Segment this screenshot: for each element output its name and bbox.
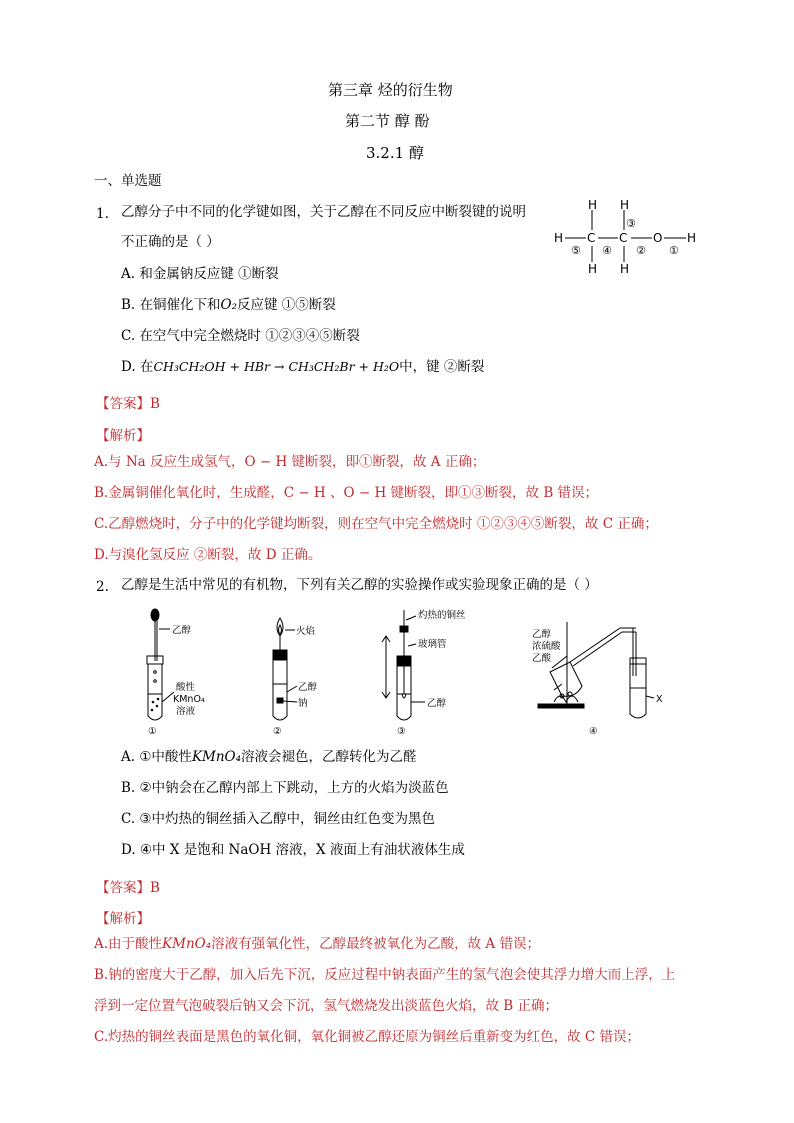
apparatus-number-2: ② (273, 726, 282, 737)
label-ethanol: 乙醇 (172, 625, 192, 636)
q2-option-d: D. ④中 X 是饱和 NaOH 溶液，X 液面上有油状液体生成 (121, 842, 465, 858)
atom-o: O (653, 231, 663, 245)
q2-option-c: C. ③中灼热的铜丝插入乙醇中，铜丝由红色变为黑色 (121, 811, 436, 827)
label-ethanol: 乙醇 (298, 682, 318, 693)
lesson-title: 3.2.1 醇 (366, 144, 424, 162)
q2-analysis-a-text2: 溶液有强氧化性，乙醇最终被氧化为乙酸，故 A 错误； (211, 936, 540, 952)
q2-analysis-c: C.灼热的铜丝表面是黑色的氧化铜，氧化铜被乙醇还原为铜丝后重新变为红色，故 C 错误； (94, 1029, 641, 1045)
q1-analysis-b: B.金属铜催化氧化时，生成醛，C − H 、O − H 键断裂，即①③断裂，故 B 错误； (94, 485, 599, 501)
q1-option-d-equation: CH₃CH₂OH + HBr → CH₃CH₂Br + H₂O (153, 359, 400, 374)
apparatus-number-4: ④ (589, 726, 598, 737)
label-sodium: 钠 (298, 698, 308, 709)
atom-c: C (587, 231, 596, 245)
part-heading: 一、单选题 (94, 173, 162, 189)
atom-h: H (554, 231, 564, 245)
bond-label-4: ④ (602, 244, 612, 257)
atom-c: C (619, 231, 628, 245)
label-glass-tube: 玻璃管 (418, 639, 447, 650)
bond-label-3: ③ (626, 217, 636, 230)
label-solution: 溶液 (176, 706, 196, 717)
q1-option-c: C. 在空气中完全燃烧时 ①②③④⑤断裂 (121, 328, 360, 344)
q2-analysis-a-formula: KMnO₄ (162, 936, 212, 952)
q1-analysis-label: 【解析】 (96, 428, 150, 444)
apparatus-number-3: ③ (397, 726, 406, 737)
label-hot-copper-wire: 灼热的铜丝 (418, 610, 466, 621)
section-title: 第二节 醇 酚 (345, 112, 430, 130)
q2-analysis-b-line2: 浮到一定位置气泡破裂后钠又会下沉，氢气燃烧发出淡蓝色火焰，故 B 正确； (94, 998, 559, 1014)
label-kmno4: KMnO₄ (173, 694, 205, 705)
experiment-apparatus-figure (130, 606, 670, 738)
label-flame: 火焰 (296, 626, 316, 637)
bond-label-5: ⑤ (571, 244, 581, 257)
q2-answer: 【答案】B (96, 880, 160, 896)
label-x: X (656, 694, 663, 705)
apparatus-2 (273, 618, 297, 720)
label-conc-sulfuric-acid: 浓硫酸 (532, 641, 561, 652)
q1-option-d-text: D. 在 (121, 359, 154, 375)
q2-option-b: B. ②中钠会在乙醇内部上下跳动，上方的火焰为淡蓝色 (121, 780, 449, 796)
q1-analysis-c: C.乙醇燃烧时，分子中的化学键均断裂，则在空气中完全燃烧时 ①②③④⑤断裂，故 C 正确； (94, 516, 658, 532)
q2-analysis-a-text: A.由于酸性 (94, 936, 163, 952)
q2-stem: 乙醇是生活中常见的有机物，下列有关乙醇的实验操作或实验现象正确的是（ ） (121, 577, 598, 593)
q1-answer: 【答案】B (96, 396, 160, 412)
q2-analysis-a (94, 938, 540, 952)
q1-option-b-text2: 反应键 ①⑤断裂 (237, 297, 336, 313)
q1-option-b-text: B. 在铜催化下和 (121, 297, 221, 313)
atom-h: H (620, 262, 630, 276)
q1-analysis-d: D.与溴化氢反应 ②断裂，故 D 正确。 (94, 547, 322, 563)
label-acetic-acid: 乙酸 (532, 653, 552, 664)
label-ethanol: 乙醇 (532, 629, 552, 640)
q2-option-a-text2: 溶液会褪色，乙醇转化为乙醛 (241, 749, 417, 765)
bond-label-2: ② (636, 244, 646, 257)
q1-option-b-formula: O₂ (220, 297, 237, 313)
q1-option-d-text2: 中，键 ②断裂 (399, 359, 485, 375)
atom-h: H (687, 231, 697, 245)
apparatus-4 (538, 622, 654, 718)
atom-h: H (588, 262, 598, 276)
ethanol-structure-diagram (552, 196, 702, 276)
q2-option-a (121, 751, 417, 765)
q2-option-a-formula: KMnO₄ (191, 749, 242, 765)
q2-option-a-text: A. ①中酸性 (121, 749, 192, 765)
q1-option-b (121, 299, 336, 313)
q2-analysis-b-line1: B.钠的密度大于乙醇，加入后先下沉，反应过程中钠表面产生的氢气泡会使其浮力增大而上浮，上 (94, 967, 676, 983)
atom-h: H (588, 198, 598, 212)
chapter-title: 第三章 烃的衍生物 (328, 81, 453, 99)
q1-stem-line1: 乙醇分子中不同的化学键如图，关于乙醇在不同反应中断裂键的说明 (121, 204, 526, 220)
q1-number: 1. (96, 206, 109, 222)
q1-option-a: A. 和金属钠反应键 ①断裂 (121, 266, 279, 282)
q1-stem-line2: 不正确的是（ ） (121, 234, 220, 250)
apparatus-number-1: ① (148, 726, 157, 737)
label-acidic: 酸性 (176, 682, 196, 693)
q2-number: 2. (96, 579, 109, 595)
q2-analysis-label: 【解析】 (96, 911, 150, 927)
bond-label-1: ① (669, 244, 679, 257)
label-ethanol: 乙醇 (427, 698, 447, 709)
q1-option-d (121, 361, 484, 375)
apparatus-1 (147, 609, 174, 720)
q1-analysis-a: A.与 Na 反应生成氢气，O − H 键断裂，即①断裂，故 A 正确； (94, 454, 486, 470)
atom-h: H (620, 198, 630, 212)
apparatus-3 (382, 610, 425, 720)
